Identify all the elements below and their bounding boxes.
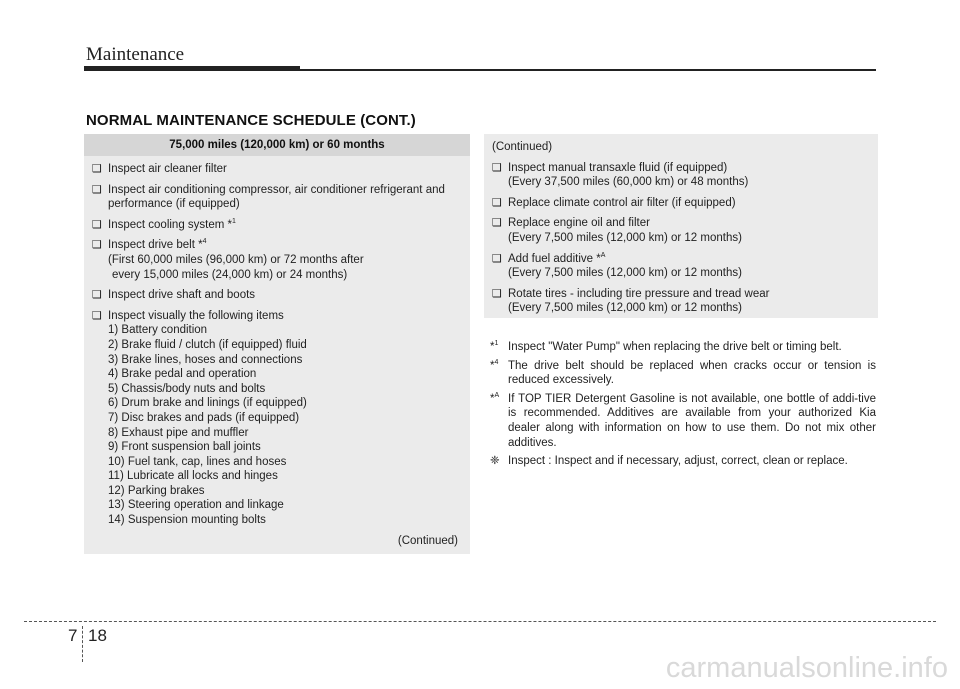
chapter-number: 7 [68, 626, 78, 645]
item-text: Rotate tires - including tire pressure and tread wear [508, 287, 770, 300]
footnote-asterisk: * [490, 359, 495, 372]
footnote-text: The drive belt should be replaced when cracks occur or tension is reduced excessively. [508, 359, 876, 387]
footnote-asterisk: * [490, 392, 495, 405]
watermark: carmanualsonline.info [665, 652, 948, 684]
sublist-item: 13) Steering operation and linkage [108, 499, 284, 512]
page-header-title: Maintenance [86, 44, 185, 65]
item-continuation: every 15,000 miles (24,000 km) or 24 months) [112, 268, 348, 281]
header-rule-thin [300, 69, 876, 71]
list-item [92, 238, 462, 282]
asterisk-note-icon: ❈ [490, 455, 500, 468]
list-item [492, 216, 870, 245]
footnote-marker: 4 [494, 358, 499, 366]
footnote-marker: 1 [494, 340, 499, 348]
footnote-marker: 1 [232, 217, 236, 225]
list-item [92, 183, 462, 212]
checkbox-icon: ❑ [92, 239, 102, 252]
list-item [92, 218, 462, 233]
checkbox-icon: ❑ [92, 309, 102, 322]
item-text: Inspect cooling system * [108, 218, 233, 231]
footnote-text: If TOP TIER Detergent Gasoline is not available, one bottle of addi-tive is recommended. Additives are available from your authorized Kia dealer along with information on how to use them. Do not mix other additives. [508, 392, 876, 449]
checkbox-icon: ❑ [492, 161, 502, 174]
item-text: Inspect visually the following items [108, 309, 284, 322]
right-item-list [484, 134, 878, 316]
list-item [92, 309, 462, 528]
list-item [492, 161, 870, 190]
list-item [492, 287, 870, 316]
sublist-item: 14) Suspension mounting bolts [108, 514, 266, 527]
sublist-item: 6) Drum brake and linings (if equipped) [108, 397, 307, 410]
item-text: Inspect drive shaft and boots [108, 289, 256, 302]
footnote [490, 454, 876, 469]
footnotes [490, 340, 876, 473]
list-item [492, 196, 870, 211]
sublist-item: 9) Front suspension ball joints [108, 441, 261, 454]
footnote-marker: 4 [202, 238, 207, 246]
list-item [92, 162, 462, 177]
checkbox-icon: ❑ [492, 196, 502, 209]
footer-divider [24, 621, 936, 622]
sublist-item: 3) Brake lines, hoses and connections [108, 353, 303, 366]
footnote-text: Inspect "Water Pump" when replacing the drive belt or timing belt. [508, 341, 842, 353]
item-continuation: performance (if equipped) [108, 198, 240, 211]
sublist-item: 2) Brake fluid / clutch (if equipped) fluid [108, 338, 307, 351]
checkbox-icon: ❑ [492, 252, 502, 265]
page-number: 18 [88, 626, 107, 645]
schedule-interval-heading: 75,000 miles (120,000 km) or 60 months [84, 134, 470, 156]
item-continuation: (First 60,000 miles (96,000 km) or 72 months after [108, 253, 364, 266]
section-title: NORMAL MAINTENANCE SCHEDULE (CONT.) [86, 112, 416, 129]
item-continuation: (Every 7,500 miles (12,000 km) or 12 months) [508, 302, 742, 315]
checkbox-icon: ❑ [492, 217, 502, 230]
page-number-divider [82, 626, 83, 662]
continued-label: (Continued) [492, 141, 553, 153]
footnote-text: Inspect : Inspect and if necessary, adjust, correct, clean or replace. [508, 455, 848, 468]
checkbox-icon: ❑ [92, 183, 102, 196]
sublist-item: 12) Parking brakes [108, 484, 205, 497]
item-text: Inspect manual transaxle fluid (if equipped) [508, 161, 728, 174]
footnote [490, 392, 876, 450]
footnote-asterisk: * [490, 341, 495, 353]
footnote [490, 340, 876, 355]
checkbox-icon: ❑ [92, 289, 102, 302]
header-rule-thick [84, 66, 300, 71]
sublist-item: 10) Fuel tank, cap, lines and hoses [108, 455, 287, 468]
item-continuation: (Every 7,500 miles (12,000 km) or 12 months) [508, 267, 742, 280]
sublist-item: 11) Lubricate all locks and hinges [108, 470, 278, 483]
item-text: Replace climate control air filter (if equipped) [508, 196, 736, 209]
footnote [490, 359, 876, 388]
item-text: Inspect drive belt * [108, 239, 203, 252]
schedule-panel-left [84, 134, 470, 554]
item-text: Inspect air cleaner filter [108, 163, 227, 175]
sublist-item: 4) Brake pedal and operation [108, 368, 257, 381]
sublist-item: 5) Chassis/body nuts and bolts [108, 382, 266, 395]
footnote-marker: A [600, 251, 606, 259]
item-continuation: (Every 7,500 miles (12,000 km) or 12 months) [508, 231, 742, 244]
checkbox-icon: ❑ [92, 218, 102, 231]
checkbox-icon: ❑ [92, 163, 102, 175]
schedule-panel-right [484, 134, 878, 318]
left-item-list [84, 156, 470, 548]
item-continuation: (Every 37,500 miles (60,000 km) or 48 months) [508, 176, 749, 189]
list-item [492, 252, 870, 281]
checkbox-icon: ❑ [492, 287, 502, 300]
sublist-item: 1) Battery condition [108, 324, 208, 337]
sublist-item: 7) Disc brakes and pads (if equipped) [108, 411, 300, 424]
list-item [92, 288, 462, 303]
continued-label: (Continued) [397, 534, 458, 547]
footnote-marker: A [494, 391, 500, 399]
item-text: Replace engine oil and filter [508, 217, 650, 230]
sublist-item: 8) Exhaust pipe and muffler [108, 426, 249, 439]
item-text: Inspect air conditioning compressor, air conditioner refrigerant and [108, 183, 445, 196]
item-text: Add fuel additive * [508, 252, 601, 265]
